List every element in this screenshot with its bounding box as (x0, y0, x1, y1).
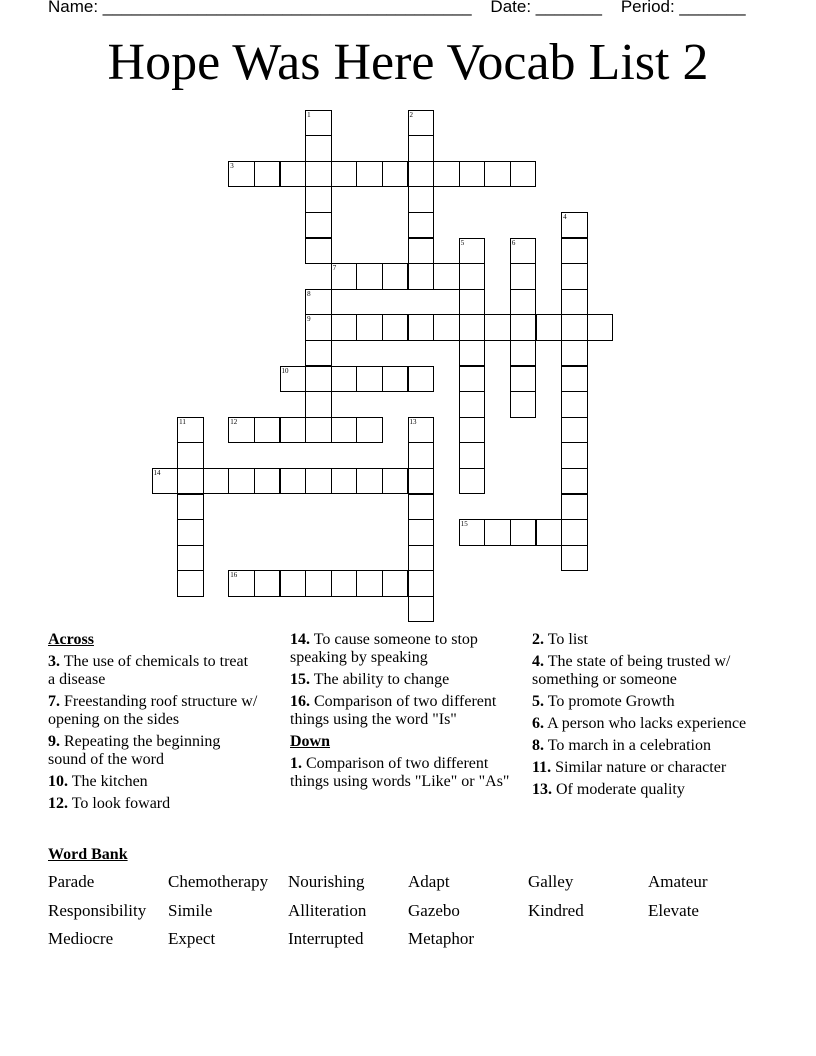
word-bank-item: Expect (168, 929, 216, 948)
grid-cell[interactable] (305, 366, 332, 393)
grid-cell[interactable] (305, 417, 332, 444)
clue-down-11: 11. Similar nature or character (532, 759, 727, 776)
clue-down-13: 13. Of moderate quality (532, 781, 685, 798)
word-bank-item: Elevate (648, 901, 699, 920)
word-bank-item: Galley (528, 872, 574, 891)
grid-cell[interactable] (408, 519, 435, 546)
cell-number: 13 (409, 417, 417, 426)
grid-cell[interactable] (356, 570, 383, 597)
grid-cell[interactable] (561, 442, 588, 469)
clue-down-1: 1. Comparison of two different things using words "Like" or "As" (290, 755, 510, 790)
word-bank-item: Chemotherapy (168, 872, 269, 891)
grid-cell[interactable] (305, 314, 332, 341)
grid-cell[interactable] (382, 263, 409, 290)
grid-cell[interactable] (280, 161, 307, 188)
grid-cell[interactable] (459, 468, 486, 495)
grid-cell[interactable] (254, 161, 281, 188)
grid-cell[interactable] (459, 289, 486, 316)
grid-cell[interactable] (382, 570, 409, 597)
clue-down-5: 5. To promote Growth (532, 693, 675, 710)
grid-cell[interactable] (561, 391, 588, 418)
cell-number: 14 (153, 468, 161, 477)
down-heading: Down (290, 733, 331, 750)
clue-across-7: 7. Freestanding roof structure w/ opening on the sides (48, 693, 258, 728)
clue-across-12: 12. To look foward (48, 795, 171, 812)
word-bank-item: Nourishing (288, 872, 365, 891)
grid-cell[interactable] (228, 570, 255, 597)
student-info-header: Name: _______________________________________ Date: _______ Period: _______ (48, 0, 746, 16)
grid-cell[interactable] (228, 417, 255, 444)
grid-cell[interactable] (510, 289, 537, 316)
grid-cell[interactable] (177, 519, 204, 546)
grid-cell[interactable] (561, 366, 588, 393)
grid-cell[interactable] (561, 545, 588, 572)
clue-down-6: 6. A person who lacks experience (532, 715, 747, 732)
grid-cell[interactable] (433, 314, 460, 341)
word-bank-item: Gazebo (408, 901, 460, 920)
grid-cell[interactable] (203, 468, 230, 495)
grid-cell[interactable] (408, 494, 435, 521)
grid-cell[interactable] (228, 161, 255, 188)
grid-cell[interactable] (331, 314, 358, 341)
grid-cell[interactable] (561, 263, 588, 290)
grid-cell[interactable] (356, 366, 383, 393)
word-bank-item: Adapt (408, 872, 450, 891)
grid-cell[interactable] (331, 366, 358, 393)
cell-number: 4 (563, 212, 567, 221)
clue-across-3: 3. The use of chemicals to treat a disease (48, 653, 249, 688)
grid-cell[interactable] (459, 238, 486, 265)
grid-cell[interactable] (536, 519, 563, 546)
grid-cell[interactable] (177, 468, 204, 495)
grid-cell[interactable] (305, 212, 332, 239)
grid-cell[interactable] (177, 570, 204, 597)
grid-cell[interactable] (408, 366, 435, 393)
cell-number: 16 (230, 571, 238, 580)
clue-across-16: 16. Comparison of two different things using the word "Is" (290, 693, 497, 728)
grid-cell[interactable] (331, 417, 358, 444)
grid-cell[interactable] (382, 161, 409, 188)
clue-down-8: 8. To march in a celebration (532, 737, 711, 754)
word-bank-item: Kindred (528, 901, 584, 920)
word-bank-item: Metaphor (408, 929, 475, 948)
grid-cell[interactable] (305, 135, 332, 162)
grid-cell[interactable] (510, 391, 537, 418)
grid-cell[interactable] (408, 135, 435, 162)
grid-cell[interactable] (433, 263, 460, 290)
cell-number: 5 (460, 238, 465, 247)
grid-cell[interactable] (408, 596, 435, 623)
cell-number: 2 (409, 110, 413, 119)
grid-cell[interactable] (561, 289, 588, 316)
grid-cell[interactable] (356, 161, 383, 188)
word-bank-item: Parade (48, 872, 95, 891)
grid-cell[interactable] (382, 468, 409, 495)
grid-cell[interactable] (459, 417, 486, 444)
clue-across-9: 9. Repeating the beginning sound of the word (48, 733, 221, 768)
clue-down-2: 2. To list (532, 631, 588, 648)
grid-cell[interactable] (408, 442, 435, 469)
grid-cell[interactable] (305, 468, 332, 495)
grid-cell[interactable] (177, 417, 204, 444)
grid-cell[interactable] (408, 212, 435, 239)
grid-cell[interactable] (356, 263, 383, 290)
grid-cell[interactable] (408, 314, 435, 341)
clues-column-1 (48, 631, 258, 817)
grid-cell[interactable] (484, 519, 511, 546)
grid-cell[interactable] (510, 366, 537, 393)
grid-cell[interactable] (561, 468, 588, 495)
grid-cell[interactable] (510, 314, 537, 341)
grid-cell[interactable] (177, 545, 204, 572)
grid-cell[interactable] (177, 494, 204, 521)
grid-cell[interactable] (510, 161, 537, 188)
clue-across-14: 14. To cause someone to stop speaking by speaking (290, 631, 478, 666)
grid-cell[interactable] (305, 238, 332, 265)
grid-cell[interactable] (305, 161, 332, 188)
grid-cell[interactable] (561, 314, 588, 341)
cell-number: 6 (511, 238, 516, 247)
grid-cell[interactable] (254, 468, 281, 495)
across-heading: Across (48, 631, 94, 648)
page-title: Hope Was Here Vocab List 2 (107, 34, 709, 91)
grid-cell[interactable] (305, 340, 332, 367)
grid-cell[interactable] (152, 468, 179, 495)
clue-across-10: 10. The kitchen (48, 773, 148, 790)
grid-cell[interactable] (561, 494, 588, 521)
grid-cell[interactable] (484, 161, 511, 188)
grid-cell[interactable] (536, 314, 563, 341)
grid-cell[interactable] (305, 110, 332, 137)
grid-cell[interactable] (331, 468, 358, 495)
word-bank-item: Simile (168, 901, 213, 920)
grid-cell[interactable] (305, 289, 332, 316)
grid-cell[interactable] (177, 442, 204, 469)
grid-cell[interactable] (408, 417, 435, 444)
grid-cell[interactable] (459, 340, 486, 367)
grid-cell[interactable] (305, 391, 332, 418)
grid-cell[interactable] (510, 238, 537, 265)
grid-cell[interactable] (280, 570, 307, 597)
word-bank-item: Alliteration (288, 901, 367, 920)
grid-cell[interactable] (459, 519, 486, 546)
grid-cell[interactable] (280, 417, 307, 444)
grid-cell[interactable] (408, 263, 435, 290)
grid-cell[interactable] (408, 186, 435, 213)
grid-cell[interactable] (587, 314, 614, 341)
grid-cell[interactable] (561, 519, 588, 546)
word-bank-item: Amateur (648, 872, 708, 891)
cell-number: 1 (307, 110, 311, 119)
grid-cell[interactable] (433, 161, 460, 188)
clue-across-15: 15. The ability to change (290, 671, 450, 688)
grid-cell[interactable] (228, 468, 255, 495)
cell-number: 12 (230, 417, 238, 426)
cell-number: 10 (281, 366, 289, 375)
grid-cell[interactable] (280, 366, 307, 393)
grid-cell[interactable] (305, 186, 332, 213)
cell-number: 9 (307, 315, 311, 324)
grid-cell[interactable] (408, 468, 435, 495)
grid-cell[interactable] (510, 340, 537, 367)
grid-cell[interactable] (305, 570, 332, 597)
grid-cell[interactable] (484, 314, 511, 341)
grid-cell[interactable] (561, 340, 588, 367)
grid-cell[interactable] (254, 570, 281, 597)
word-bank-heading: Word Bank (48, 846, 128, 863)
grid-cell[interactable] (561, 417, 588, 444)
grid-cell[interactable] (356, 468, 383, 495)
clues-column-2 (290, 631, 520, 795)
grid-cell[interactable] (331, 570, 358, 597)
grid-cell[interactable] (408, 570, 435, 597)
grid-cell[interactable] (561, 238, 588, 265)
grid-cell[interactable] (254, 417, 281, 444)
cell-number: 8 (307, 289, 311, 298)
cell-number: 15 (460, 520, 468, 529)
grid-cell[interactable] (331, 161, 358, 188)
grid-cell[interactable] (356, 417, 383, 444)
grid-cell[interactable] (459, 366, 486, 393)
word-bank-item: Mediocre (48, 929, 114, 948)
grid-cell[interactable] (356, 314, 383, 341)
cell-number: 11 (179, 417, 186, 426)
word-bank-item: Responsibility (48, 901, 147, 920)
grid-cell[interactable] (561, 212, 588, 239)
grid-cell[interactable] (382, 314, 409, 341)
grid-cell[interactable] (408, 110, 435, 137)
grid-cell[interactable] (510, 263, 537, 290)
cell-number: 3 (230, 161, 234, 170)
grid-cell[interactable] (459, 391, 486, 418)
word-bank-item: Interrupted (288, 929, 364, 948)
grid-cell[interactable] (459, 314, 486, 341)
grid-cell[interactable] (382, 366, 409, 393)
grid-cell[interactable] (408, 238, 435, 265)
grid-cell[interactable] (459, 442, 486, 469)
grid-cell[interactable] (408, 545, 435, 572)
grid-cell[interactable] (459, 161, 486, 188)
grid-cell[interactable] (331, 263, 358, 290)
grid-cell[interactable] (408, 161, 435, 188)
clue-down-4: 4. The state of being trusted w/ something or someone (532, 653, 731, 688)
grid-cell[interactable] (280, 468, 307, 495)
grid-cell[interactable] (459, 263, 486, 290)
grid-cell[interactable] (510, 519, 537, 546)
cell-number: 7 (332, 264, 337, 273)
clues-column-3 (532, 631, 747, 803)
